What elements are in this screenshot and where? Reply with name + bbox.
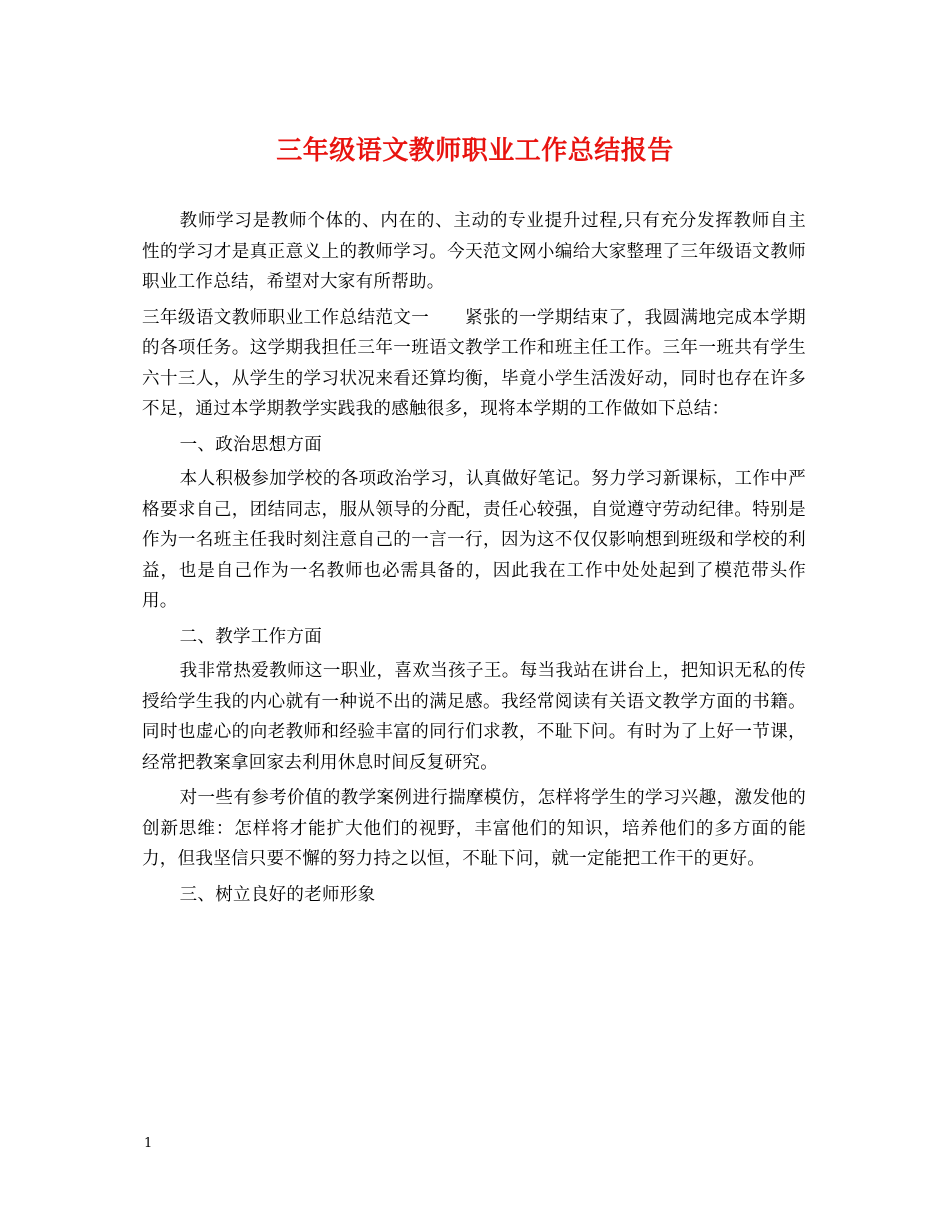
paragraph-teaching: 我非常热爱教师这一职业，喜欢当孩子王。每当我站在讲台上，把知识无私的传授给学生我的内心就有一种说不出的满足感。我经常阅读有关语文教学方面的书籍。同时也虚心的向老教师和经验丰富的同行们求教，不耻下问。有时为了上好一节课，经常把教案拿回家去利用休息时间反复研究。 bbox=[142, 661, 806, 773]
section-heading-teaching: 二、教学工作方面 bbox=[179, 626, 323, 647]
document-body bbox=[142, 206, 806, 914]
section-heading-politics: 一、政治思想方面 bbox=[179, 434, 323, 455]
page-number: 1 bbox=[144, 1136, 153, 1151]
paragraph-sample-one: 三年级语文教师职业工作总结范文一 紧张的一学期结束了，我圆满地完成本学期的各项任务。这学期我担任三年一班语文教学工作和班主任工作。三年一班共有学生六十三人，从学生的学习状况来看还算均衡，毕竟小学生活泼好动，同时也存在许多不足，通过本学期教学实践我的感触很多，现将本学期的工作做如下总结： bbox=[142, 307, 806, 419]
paragraph-intro: 教师学习是教师个体的、内在的、主动的专业提升过程,只有充分发挥教师自主性的学习才是真正意义上的教师学习。今天范文网小编给大家整理了三年级语文教师职业工作总结，希望对大家有所帮助。 bbox=[142, 211, 806, 292]
section-heading-image: 三、树立良好的老师形象 bbox=[179, 884, 376, 905]
paragraph-politics: 本人积极参加学校的各项政治学习，认真做好笔记。努力学习新课标，工作中严格要求自己，团结同志，服从领导的分配，责任心较强，自觉遵守劳动纪律。特别是作为一名班主任我时刻注意自己的一言一行，因为这不仅仅影响想到班级和学校的利益，也是自己作为一名教师也必需具备的，因此我在工作中处处起到了模范带头作用。 bbox=[142, 469, 806, 611]
paragraph-case-study: 对一些有参考价值的教学案例进行揣摩模仿，怎样将学生的学习兴趣，激发他的创新思维：怎样将才能扩大他们的视野，丰富他们的知识，培养他们的多方面的能力，但我坚信只要不懈的努力持之以恒，不耻下问，就一定能把工作干的更好。 bbox=[142, 788, 806, 869]
document-title: 三年级语文教师职业工作总结报告 bbox=[276, 136, 674, 166]
